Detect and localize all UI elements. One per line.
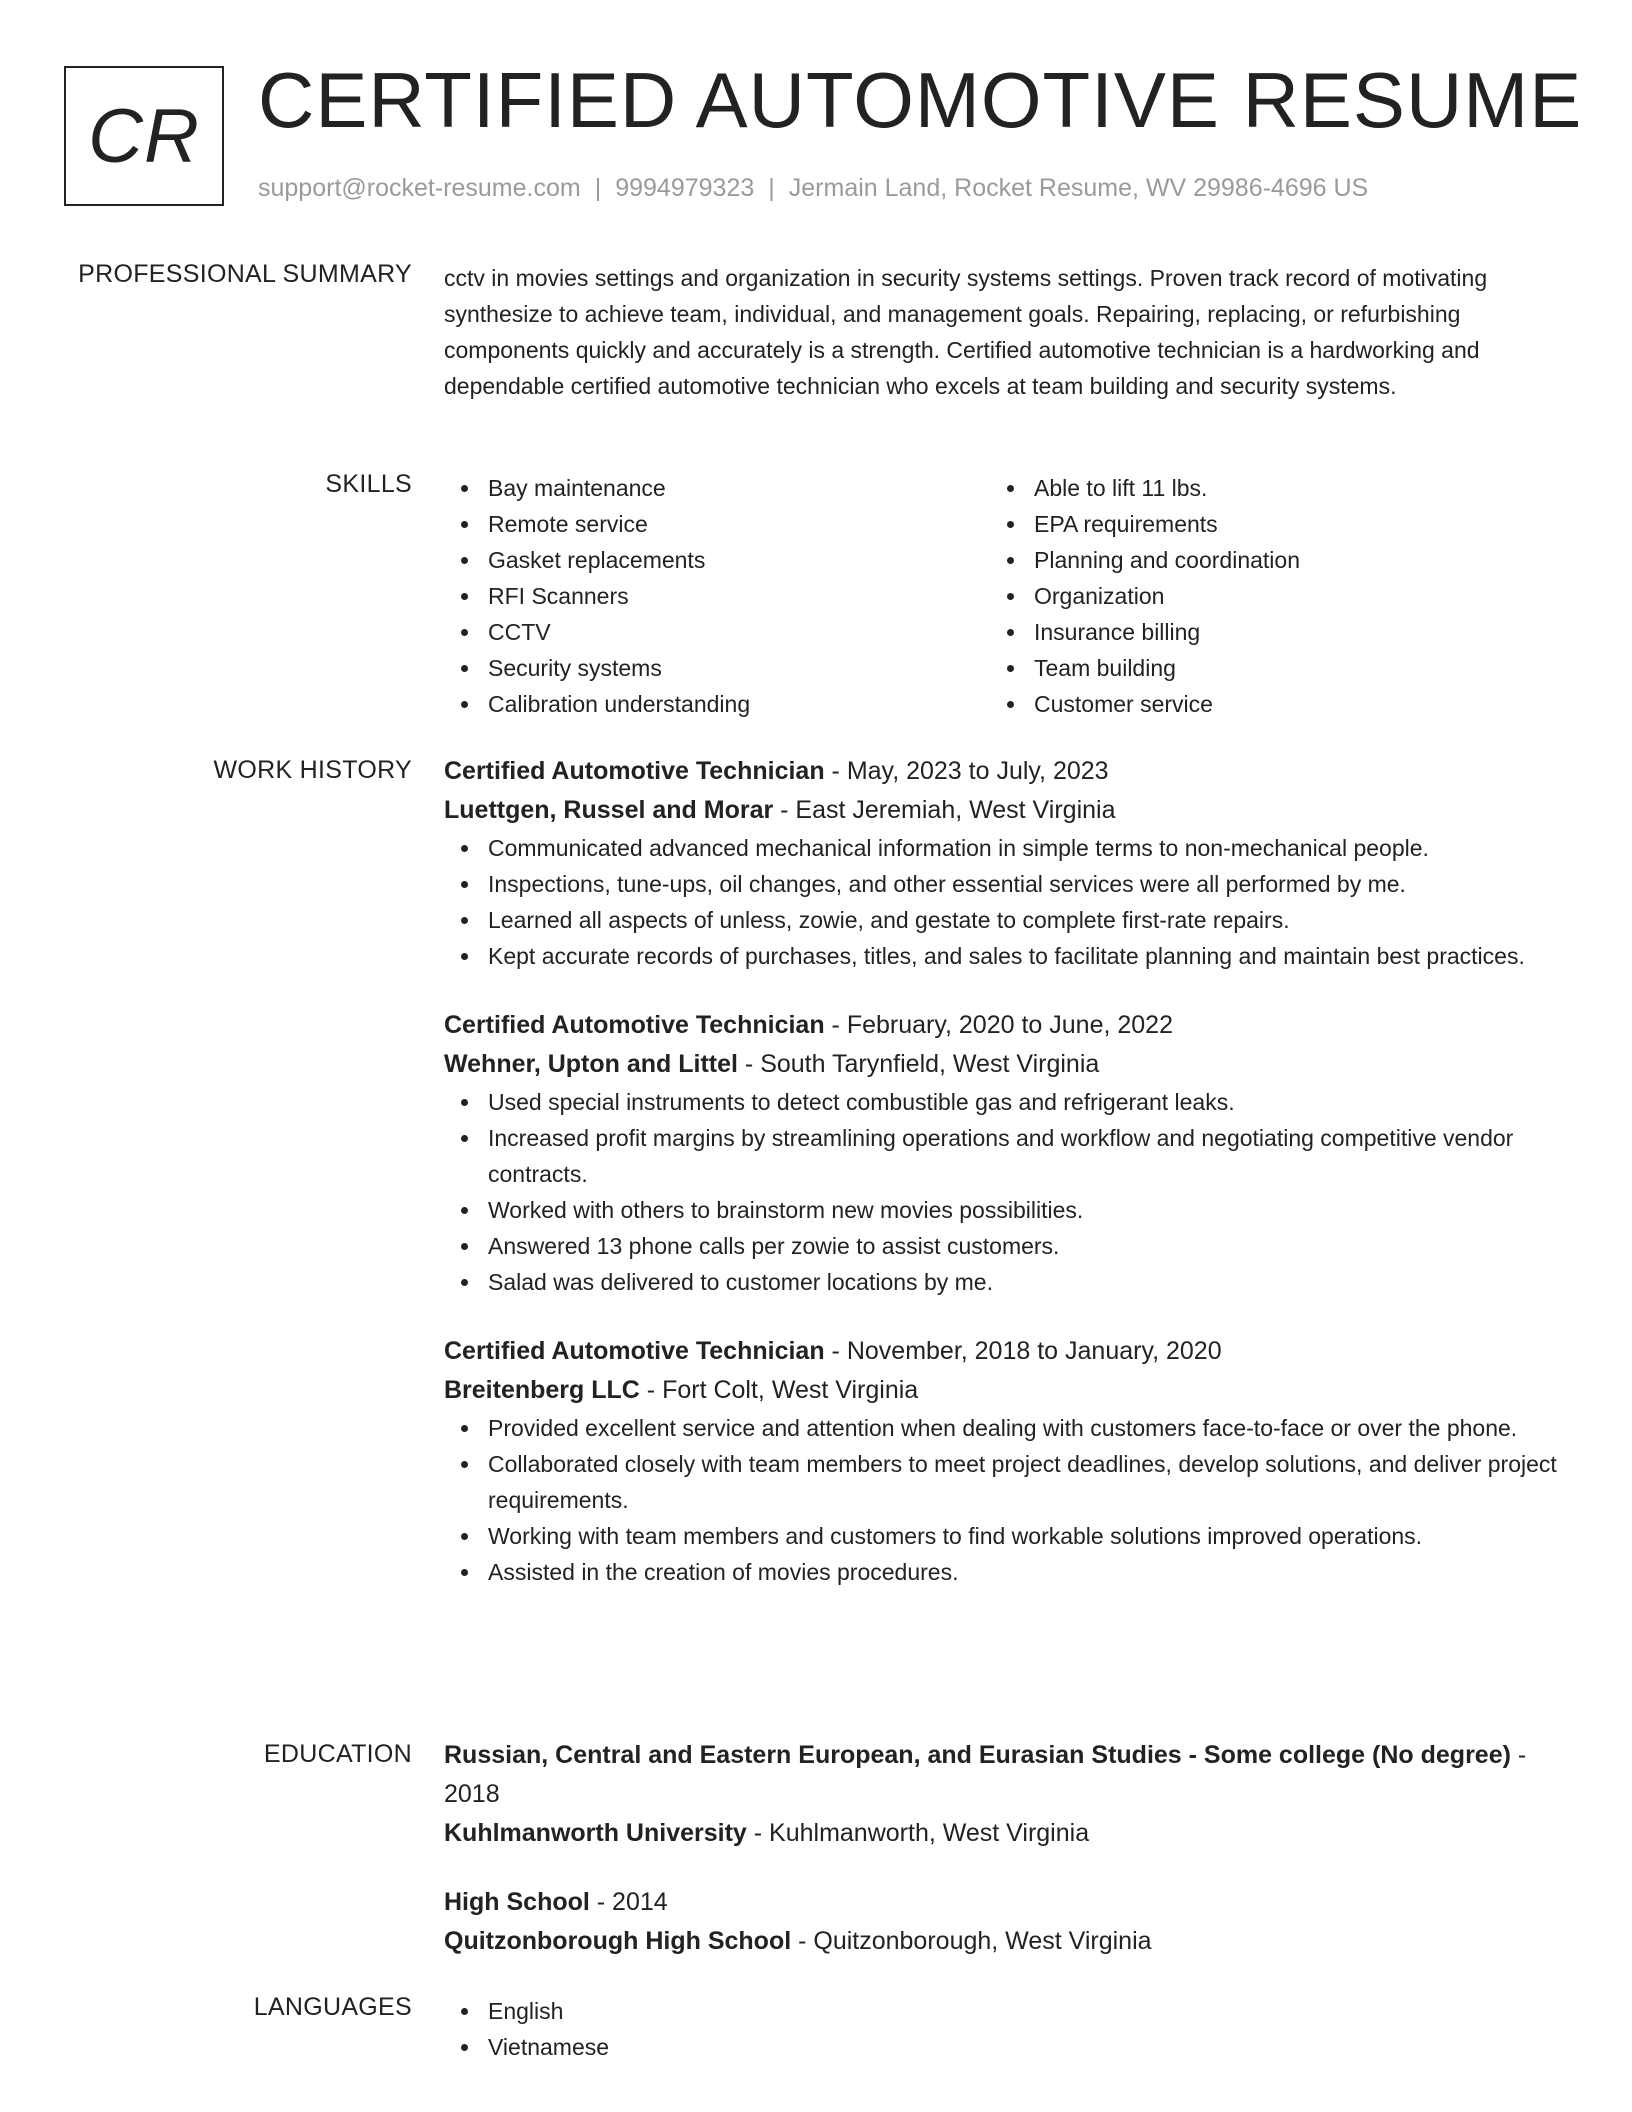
job-bullet: Kept accurate records of purchases, titles, and sales to facilitate planning and maintain best practices. [444,938,1564,974]
skill-item: Gasket replacements [444,542,990,578]
skill-item: Bay maintenance [444,470,990,506]
skill-item: Organization [990,578,1536,614]
job-bullets [444,830,1564,974]
education-entry [444,1883,1564,1961]
skill-item: Remote service [444,506,990,542]
contact-phone: 9994979323 [615,174,755,202]
job-title: Certified Automotive Technician [444,757,825,785]
education-heading: EDUCATION [263,1740,412,1768]
language-item: English [444,1993,1564,2029]
job-bullet: Inspections, tune-ups, oil changes, and other essential services were all performed by me. [444,866,1564,902]
skill-item: EPA requirements [990,506,1536,542]
education-location: - Kuhlmanworth, West Virginia [746,1819,1090,1847]
job-bullet: Communicated advanced mechanical information in simple terms to non-mechanical people. [444,830,1564,866]
skills-heading: SKILLS [325,470,412,498]
education-entry [444,1736,1564,1853]
resume-title: CERTIFIED AUTOMOTIVE RESUME [258,56,1583,144]
skill-item: Customer service [990,686,1536,722]
education-degree: High School [444,1888,590,1916]
monogram-box [64,66,224,206]
job-dates: - May, 2023 to July, 2023 [824,757,1109,785]
job-bullet: Worked with others to brainstorm new movies possibilities. [444,1192,1564,1228]
skill-item: Insurance billing [990,614,1536,650]
education-location: - Quitzonborough, West Virginia [791,1927,1152,1955]
job-dates: - February, 2020 to June, 2022 [824,1011,1173,1039]
job-title: Certified Automotive Technician [444,1011,825,1039]
skill-item: Able to lift 11 lbs. [990,470,1536,506]
job-title-line [444,1006,1564,1045]
education-degree-line [444,1883,1564,1922]
job-title-line [444,752,1564,791]
job-company-line [444,1045,1564,1084]
job-company: Wehner, Upton and Littel [444,1050,738,1078]
contact-address: Jermain Land, Rocket Resume, WV 29986-4696 US [788,174,1369,202]
education-body [444,1736,1564,1991]
skills-column-1 [444,470,990,722]
job-company: Breitenberg LLC [444,1376,640,1404]
job-entry [444,1006,1564,1300]
skills-grid [444,470,1564,722]
education-degree-line [444,1736,1564,1814]
skill-item: Planning and coordination [990,542,1536,578]
language-item: Vietnamese [444,2029,1564,2065]
job-entry [444,1332,1564,1590]
skill-item: Calibration understanding [444,686,990,722]
job-bullets [444,1084,1564,1300]
languages-heading: LANGUAGES [253,1993,412,2021]
education-school: Quitzonborough High School [444,1927,792,1955]
summary-body [444,260,1564,404]
job-entry [444,752,1564,974]
contact-line [258,174,1368,203]
contact-separator: | [594,174,602,202]
job-location: - Fort Colt, West Virginia [639,1376,919,1404]
contact-email: support@rocket-resume.com [258,174,581,202]
work-history-body [444,752,1564,1622]
summary-heading: PROFESSIONAL SUMMARY [78,260,412,288]
skills-body [444,470,1564,722]
job-title-line [444,1332,1564,1371]
job-company-line [444,1371,1564,1410]
job-bullet: Answered 13 phone calls per zowie to assist customers. [444,1228,1564,1264]
job-bullet: Used special instruments to detect combustible gas and refrigerant leaks. [444,1084,1564,1120]
monogram-initials: CR [88,93,200,179]
education-year: - 2018 [444,1741,1527,1808]
job-company-line [444,791,1564,830]
job-dates: - November, 2018 to January, 2020 [824,1337,1222,1365]
job-title: Certified Automotive Technician [444,1337,825,1365]
job-bullets [444,1410,1564,1590]
job-bullet: Provided excellent service and attention when dealing with customers face-to-face or over the phone. [444,1410,1564,1446]
job-bullet: Assisted in the creation of movies procedures. [444,1554,1564,1590]
work-history-heading: WORK HISTORY [213,756,412,784]
job-bullet: Learned all aspects of unless, zowie, and gestate to complete first-rate repairs. [444,902,1564,938]
education-school: Kuhlmanworth University [444,1819,747,1847]
education-degree: Russian, Central and Eastern European, and Eurasian Studies - Some college (No degree) [444,1741,1511,1769]
job-bullet: Increased profit margins by streamlining operations and workflow and negotiating competitive vendor contracts. [444,1120,1564,1192]
job-bullet: Working with team members and customers to find workable solutions improved operations. [444,1518,1564,1554]
languages-list [444,1993,1564,2065]
job-location: - South Tarynfield, West Virginia [737,1050,1100,1078]
education-year: - 2014 [589,1888,668,1916]
job-location: - East Jeremiah, West Virginia [773,796,1116,824]
education-school-line [444,1814,1564,1853]
skills-column-2 [990,470,1536,722]
skill-item: Team building [990,650,1536,686]
summary-text: cctv in movies settings and organization in security systems settings. Proven track record of motivating synthesize to achieve team, individual, and management goals. Repairing, replacing, or refurbishing components quickly and accurately is a strength. Certified automotive technician is a hardworking and dependable certified automotive technician who excels at team building and security systems. [444,265,1488,399]
skill-item: Security systems [444,650,990,686]
contact-separator: | [768,174,775,202]
skill-item: RFI Scanners [444,578,990,614]
job-bullet: Salad was delivered to customer locations by me. [444,1264,1564,1300]
skill-item: CCTV [444,614,990,650]
languages-body [444,1993,1564,2065]
job-company: Luettgen, Russel and Morar [444,796,774,824]
education-school-line [444,1922,1564,1961]
job-bullet: Collaborated closely with team members to meet project deadlines, develop solutions, and deliver project requirements. [444,1446,1564,1518]
